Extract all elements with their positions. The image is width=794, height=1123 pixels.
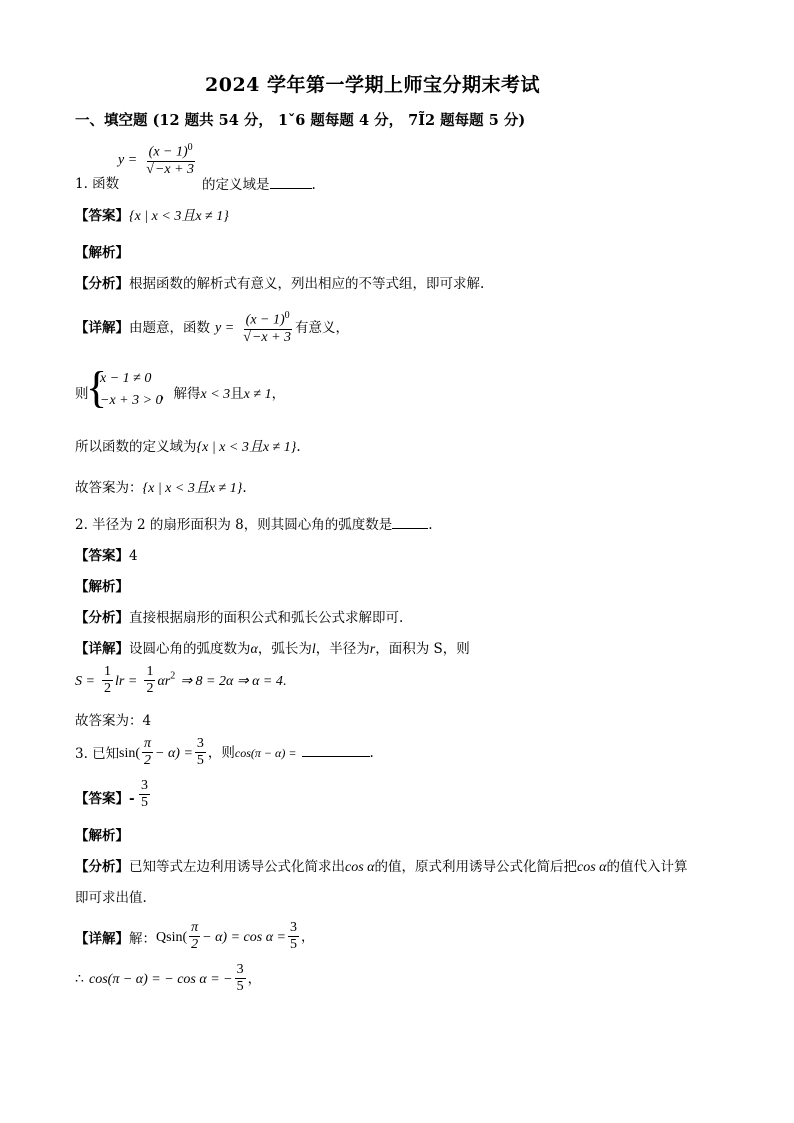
q1-ze: 则 — [75, 386, 89, 402]
q1-system-line-1: x − 1 ≠ 0 — [100, 371, 152, 386]
q1-function-formula: y = $\frac{(x - 1)^0}{√-x + 3}$ — [118, 142, 195, 177]
q2-question: 2. 半径为 2 的扇形面积为 8，则其圆心角的弧度数是 . — [75, 514, 433, 535]
q3-xiangjie-formula: Qsin( $\frac{\pi}{2}$ − α) = cos α = $\frac{3}{5}$ ， — [156, 920, 315, 952]
q3-xiangjie: 【详解】解： — [75, 931, 156, 947]
q1-system-line-2: −x + 3 > 0 — [100, 393, 163, 408]
q3-answer: 【答案】- — [75, 791, 135, 807]
q2-equation: S = $\frac{1}{2}$ lr = $\frac{1}{2}$ $\alpha r^2$ ⇒ 8 = 2α ⇒ α = 4. — [75, 664, 287, 696]
q1-xiangjie: 【详解】由题意，函数 — [75, 320, 210, 336]
q1-answer-blank — [270, 174, 312, 189]
q2-xiangjie: 【详解】设圆心角的弧度数为α，弧长为l，半径为r，面积为 S，则 — [75, 641, 470, 657]
q1-jiexi-tag: 【解析】 — [75, 245, 129, 261]
q3-answer-blank — [302, 742, 370, 757]
q3-question: 3. 已知 — [75, 746, 120, 762]
left-brace: { — [86, 363, 108, 412]
q3-formula: sin( $\frac{\pi}{2}$ − α) = $\frac{3}{5}$ ，则cos(π − α) = . — [119, 736, 374, 768]
q1-domain: 所以函数的定义域为{x | x < 3且x ≠ 1}. — [75, 439, 301, 455]
q3-answer-fraction: $\frac{3}{5}$ — [141, 778, 148, 810]
q2-jiexi-tag: 【解析】 — [75, 579, 129, 595]
section-heading: 一、填空题 (12 题共 54 分， 1ˇ6 题每题 4 分， 7Ĩ2 题每题 5 分) — [75, 112, 526, 129]
q1-xiangjie-formula: y = $\frac{(x - 1)^0}{√-x + 3}$ — [215, 310, 292, 345]
q2-answer: 【答案】4 — [75, 548, 138, 564]
q1-solve: ，解得x < 3且x ≠ 1， — [160, 386, 286, 402]
q1-question-text: 的定义域是 . — [202, 174, 316, 195]
q1-xiangjie-post: 有意义， — [295, 320, 349, 336]
q2-fenxi: 【分析】直接根据扇形的面积公式和弧长公式求解即可. — [75, 610, 404, 626]
q1-answer: 【答案】{x | x < 3且x ≠ 1} — [75, 208, 229, 224]
q1-final: 故答案为：{x | x < 3且x ≠ 1}. — [75, 480, 247, 496]
q1-fenxi: 【分析】根据函数的解析式有意义，列出相应的不等式组，即可求解. — [75, 276, 485, 292]
q2-final: 故答案为：4 — [75, 713, 152, 729]
q2-answer-blank — [392, 514, 428, 529]
page-title: 2024 学年第一学期上师宝分期末考试 — [205, 74, 540, 96]
q3-fenxi: 【分析】已知等式左边利用诱导公式化简求出cos α的值，原式利用诱导公式化简后把cos α的值代入计算 — [75, 859, 688, 875]
q3-conclusion: ∴ cos(π − α) = − cos α = − $\frac{3}{5}$ ， — [75, 962, 262, 994]
q3-jiexi-tag: 【解析】 — [75, 828, 129, 844]
q3-fenxi-line2: 即可求出值. — [75, 890, 147, 906]
q1-question-label: 1. 函数 — [75, 176, 120, 192]
